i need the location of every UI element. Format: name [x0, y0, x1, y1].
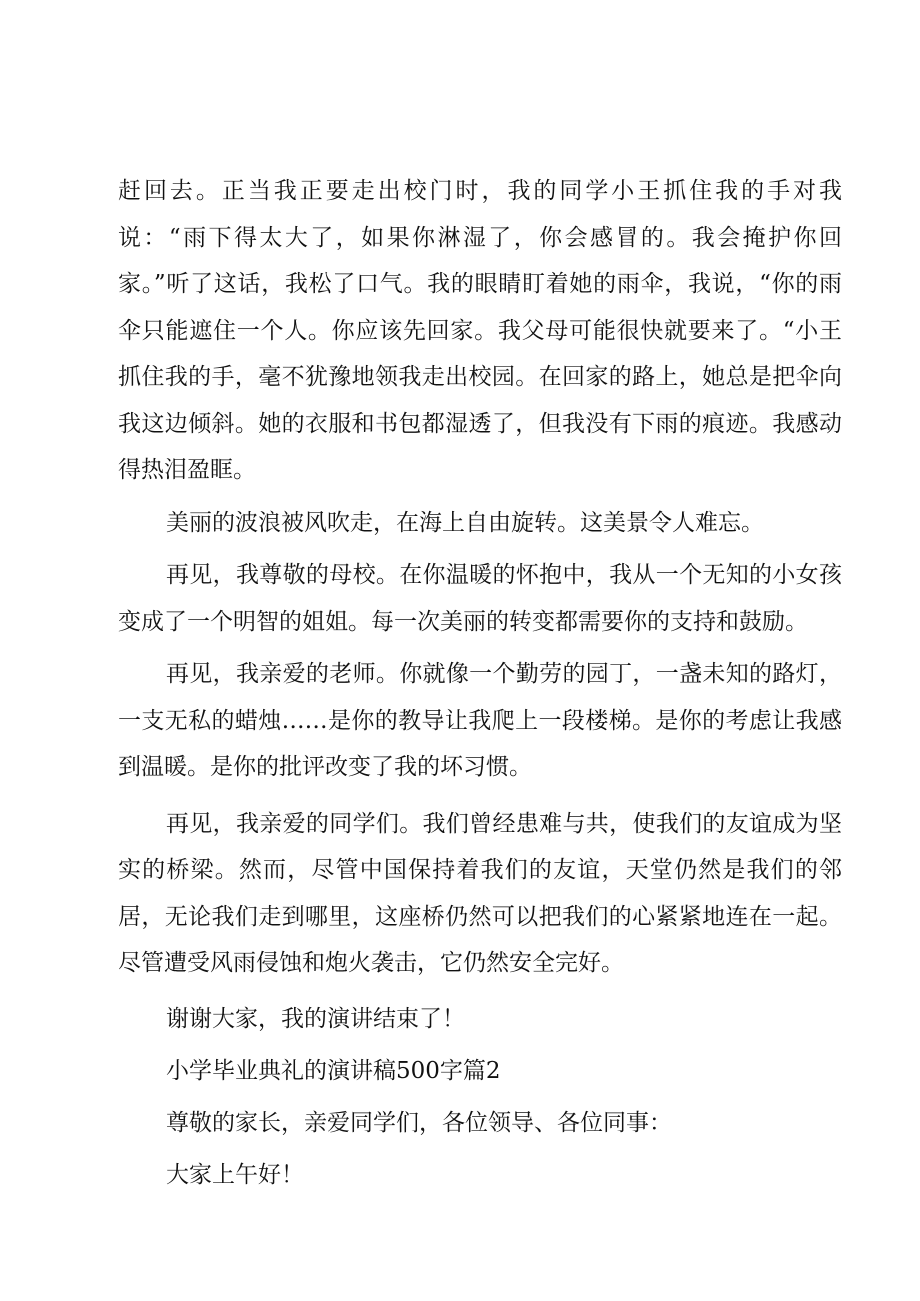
document-body: [118, 168, 842, 1205]
paragraph-salutation: 尊敬的家长，亲爱同学们，各位领导、各位同事：: [166, 1109, 672, 1136]
paragraph-story-continuation: 赶回去。正当我正要走出校门时，我的同学小王抓住我的手对我说：“雨下得太大了，如果你淋湿了，你会感冒的。我会掩护你回家。”听了这话，我松了口气。我的眼睛盯着她的雨伞，我说，“你的雨伞只能遮住一个人。你应该先回家。我父母可能很快就要来了。“小王抓住我的手，毫不犹豫地领我走出校园。在回家的路上，她总是把伞向我这边倾斜。她的衣服和书包都湿透了，但我没有下雨的痕迹。我感动得热泪盈眶。: [118, 178, 842, 483]
section-heading: 小学毕业典礼的演讲稿500字篇2: [166, 1057, 501, 1084]
paragraph-farewell-teachers: 再见，我亲爱的老师。你就像一个勤劳的园丁，一盏未知的路灯，一支无私的蜡烛……是你的教导让我爬上一段楼梯。是你的考虑让我感到温暖。是你的批评改变了我的坏习惯。: [118, 661, 842, 780]
paragraph-farewell-school: 再见，我尊敬的母校。在你温暖的怀抱中，我从一个无知的小女孩变成了一个明智的姐姐。每一次美丽的转变都需要你的支持和鼓励。: [118, 562, 842, 635]
paragraph-greeting: 大家上午好！: [166, 1161, 304, 1188]
paragraph-waves: 美丽的波浪被风吹走，在海上自由旋转。这美景令人难忘。: [166, 509, 764, 536]
paragraph-closing-thanks: 谢谢大家，我的演讲结束了！: [166, 1005, 465, 1032]
paragraph-farewell-classmates: 再见，我亲爱的同学们。我们曾经患难与共，使我们的友谊成为坚实的桥梁。然而，尽管中国保持着我们的友谊，天堂仍然是我们的邻居，无论我们走到哪里，这座桥仍然可以把我们的心紧紧地连在一起。尽管遭受风雨侵蚀和炮火袭击，它仍然安全完好。: [118, 810, 842, 976]
